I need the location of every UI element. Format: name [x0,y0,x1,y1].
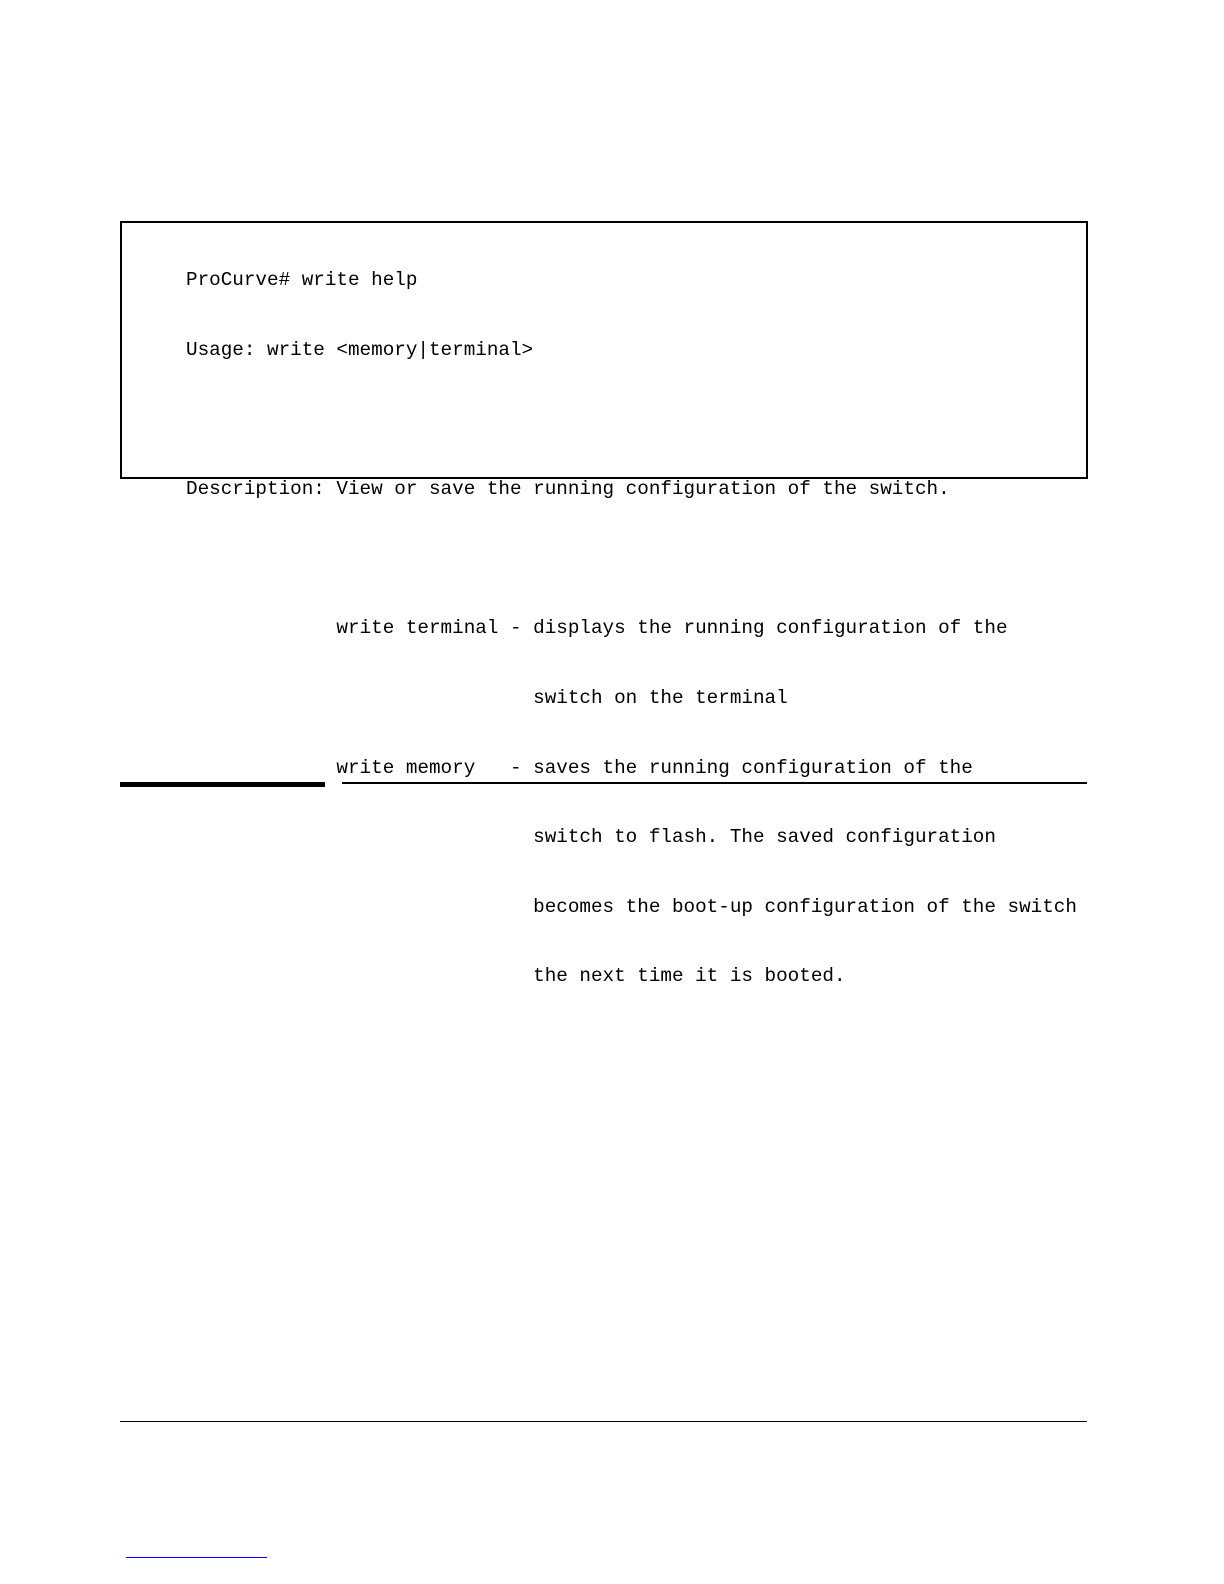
cli-line-write-terminal-cont: switch on the terminal [186,686,788,709]
cli-line-write-memory-cont: the next time it is booted. [186,965,846,988]
cli-line-blank [186,548,1077,571]
cli-line-write-memory: write memory - saves the running configuration of the [186,756,973,779]
cli-output-figure [120,221,1088,988]
cli-line-description: Description: View or save the running configuration of the switch. [186,478,950,501]
cli-line-command: ProCurve# write help [186,269,418,292]
cli-line-write-memory-cont: becomes the boot-up configuration of the switch [186,895,1077,918]
cli-line-write-memory-cont: switch to flash. The saved configuration [186,826,996,849]
section-divider-thin [342,782,1087,784]
cli-line-write-terminal: write terminal - displays the running configuration of the [186,617,1008,640]
footer-divider [120,1421,1087,1422]
cli-line-usage: Usage: write <memory|terminal> [186,339,534,361]
cli-line-blank [186,409,1077,432]
section-divider-thick [120,782,325,787]
cli-output-text [186,223,1077,1035]
footer-link-underline[interactable] [126,1557,267,1558]
